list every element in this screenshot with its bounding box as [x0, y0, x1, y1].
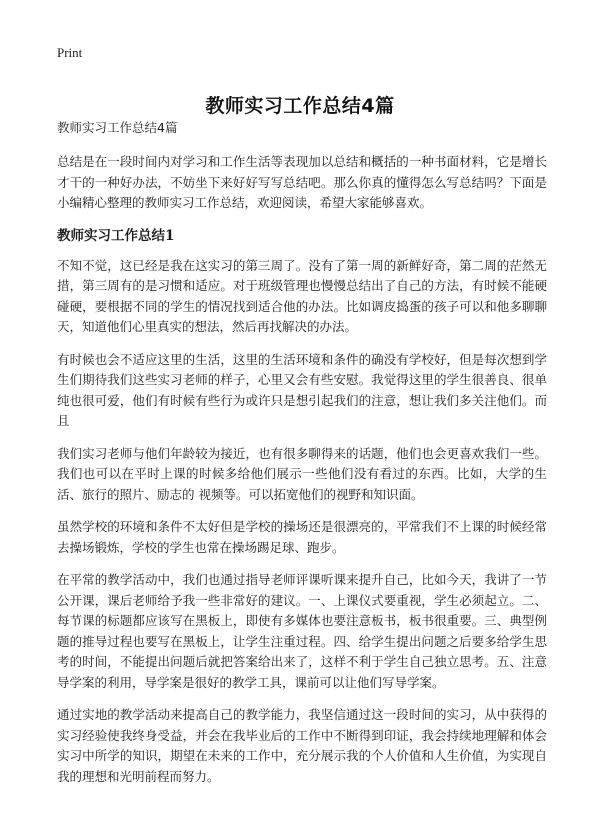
body-paragraph-5: 在平常的教学活动中，我们也通过指导老师评课听课来提升自己，比如今天，我讲了一节公开课，课后老师给予我一些非常好的建议。一、上课仪式要重视，学生必须起立。二、每节课的标题都应该写在黑板上，即使有多媒体也要注意板书，板书很重要。三、典型例题的推导过程也要写在黑板上，让学生注重过程。四、给学生提出问题之后要多给学生思考的时间，不能提出问题后就把答案给出来了，这样不利于学生自己独立思考。五、注意导学案的利用，导学案是很好的教学工具，课前可以让他们写导学案。 [57, 572, 547, 690]
print-link[interactable]: Print [57, 45, 83, 60]
page-title: 教师实习工作总结4篇 [205, 94, 395, 117]
section-heading: 教师实习工作总结1 [57, 227, 175, 244]
body-paragraph-4: 虽然学校的环境和条件不太好但是学校的操场还是很漂亮的，平常我们不上课的时候经常去操场锻炼，学校的学生也常在操场踢足球、跑步。 [57, 519, 547, 555]
body-paragraph-1: 不知不觉，这已经是我在这实习的第三周了。没有了第一周的新鲜好奇，第二周的茫然无措，第三周有的是习惯和适应。对于班级管理也慢慢总结出了自己的方法，有时候不能硬碰硬，要根据不同的学生的情况找到适合他的办法。比如调皮捣蛋的孩子可以和他多聊聊天，知道他们心里真实的想法，然后再找解决的办法。 [57, 257, 547, 334]
body-paragraph-3: 我们实习老师与他们年龄较为接近，也有很多聊得来的话题，他们也会更喜欢我们一些。我们也可以在平时上课的时候多给他们展示一些他们没有看过的东西。比如，大学的生活、旅行的照片、励志的 视频等。可以拓宽他们的视野和知识面。 [57, 445, 547, 502]
body-paragraph-2: 有时候也会不适应这里的生活，这里的生活环境和条件的确没有学校好，但是每次想到学生们期待我们这些实习老师的样子，心里又会有些安慰。我觉得这里的学生很善良、很单纯也很可爱，他们有时候有些行为或许只是想引起我们的注意，想让我们多关注他们。而且 [57, 351, 547, 428]
article-body [57, 118, 547, 799]
intro-paragraph: 总结是在一段时间内对学习和工作生活等表现加以总结和概括的一种书面材料，它是增长才干的一种好办法，不妨坐下来好好写写总结吧。那么你真的懂得怎么写总结吗？下面是小编精心整理的教师实习工作总结，欢迎阅读，希望大家能够喜欢。 [57, 154, 547, 210]
article-subtitle: 教师实习工作总结4篇 [57, 120, 178, 135]
body-paragraph-6: 通过实地的教学活动来提高自己的教学能力，我坚信通过这一段时间的实习，从中获得的实习经验使我终身受益，并会在我毕业后的工作中不断得到印证，我会持续地理解和体会实习中所学的知识，期望在未来的工作中，充分展示我的个人价值和人生价值，为实现自我的理想和光明前程而努力。 [57, 707, 547, 784]
